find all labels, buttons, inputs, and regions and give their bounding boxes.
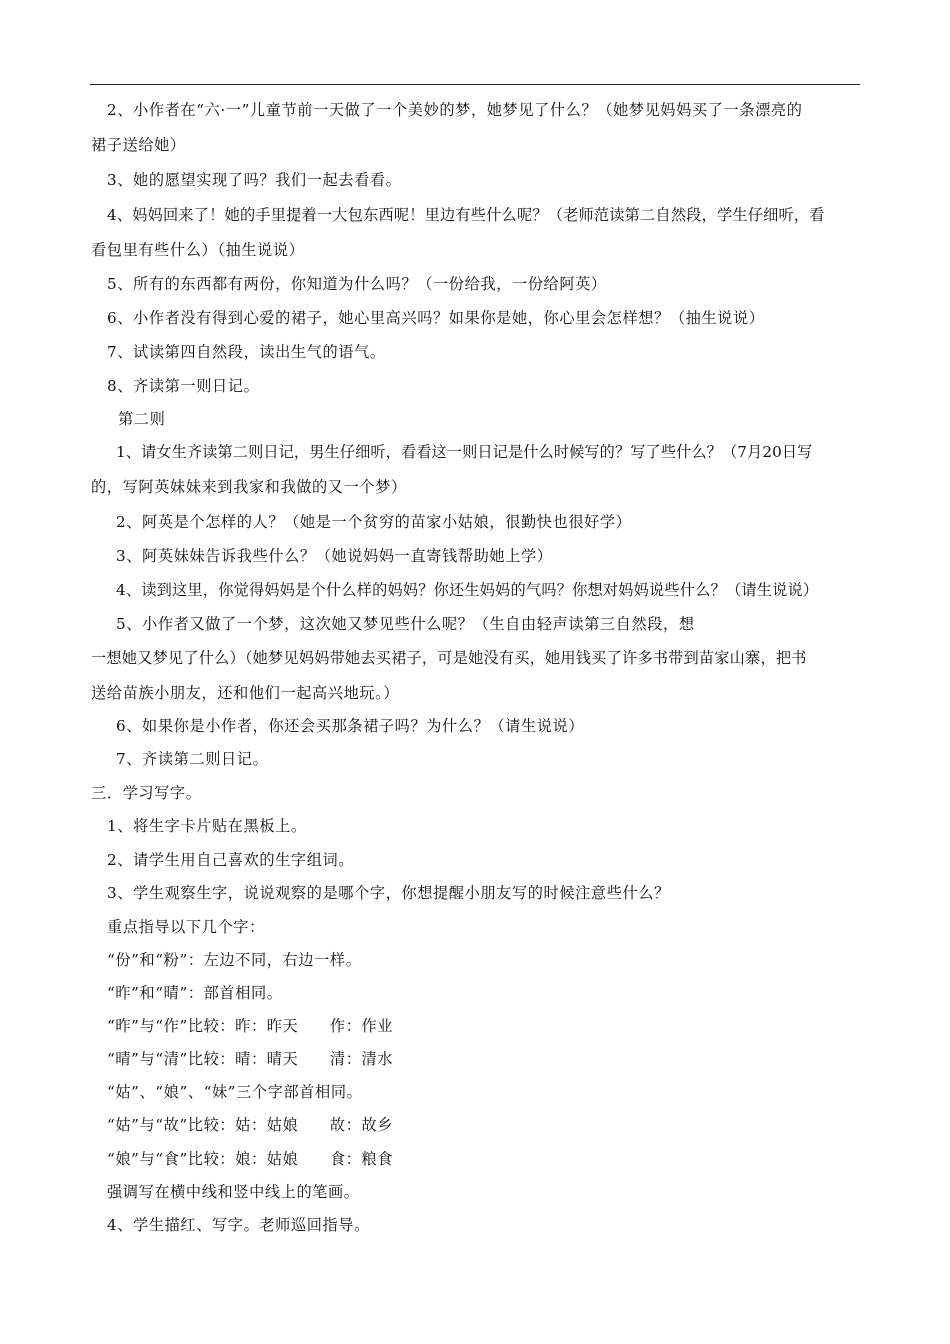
- text-line: 强调写在横中线和竖中线上的笔画。: [107, 1183, 360, 1201]
- text-line: 3、阿英妹妹告诉我些什么？（她说妈妈一直寄钱帮助她上学）: [116, 547, 553, 565]
- section-heading: 三．学习写字。: [91, 784, 202, 802]
- text-line: 4、读到这里，你觉得妈妈是个什么样的妈妈？你还生妈妈的气吗？你想对妈妈说些什么？（请生说说）: [116, 581, 819, 599]
- text-line: 一想她又梦见了什么）（她梦见妈妈带她去买裙子，可是她没有买，她用钱买了许多书带到苗家山寨，把书: [91, 649, 807, 667]
- text-line: 裙子送给她）: [91, 136, 186, 154]
- text-line: 1、请女生齐读第二则日记，男生仔细听，看看这一则日记是什么时候写的？写了些什么？（7月20日写: [116, 443, 813, 461]
- text-line: 7、试读第四自然段，读出生气的语气。: [107, 343, 386, 361]
- text-line: 2、阿英是个怎样的人？（她是一个贫穷的苗家小姑娘，很勤快也很好学）: [116, 513, 632, 531]
- text-line: 送给苗族小朋友，还和他们一起高兴地玩。）: [91, 684, 400, 702]
- text-line: 2、小作者在“六·一”儿童节前一天做了一个美妙的梦，她梦见了什么？（她梦见妈妈买了一条漂亮的: [107, 101, 803, 119]
- text-line: “姑”、“娘”、“妹”三个字部首相同。: [107, 1083, 363, 1101]
- text-line: 8、齐读第一则日记。: [107, 377, 260, 395]
- text-line: “昨”与“作”比较：昨：昨天 作：作业: [107, 1017, 394, 1035]
- text-line: 4、学生描红、写字。老师巡回指导。: [107, 1216, 370, 1234]
- text-line: 4、妈妈回来了！她的手里提着一大包东西呢！里边有些什么呢？（老师范读第二自然段，学生仔细听，看: [107, 206, 825, 224]
- text-line: “昨”和“晴”：部首相同。: [107, 984, 283, 1002]
- text-line: 6、如果你是小作者，你还会买那条裙子吗？为什么？（请生说说）: [116, 717, 585, 735]
- text-line: 看包里有些什么）（抽生说说）: [91, 241, 305, 259]
- text-line: 5、小作者又做了一个梦，这次她又梦见些什么呢？（生自由轻声读第三自然段，想: [116, 615, 695, 633]
- header-rule: [90, 84, 860, 85]
- text-line: “娘”与“食”比较：娘：姑娘 食：粮食: [107, 1150, 394, 1168]
- text-line: 3、她的愿望实现了吗？我们一起去看看。: [107, 171, 402, 189]
- text-line: 的，写阿英妹妹来到我家和我做的又一个梦）: [91, 478, 407, 496]
- text-line: “份”和“粉”：左边不同，右边一样。: [107, 951, 362, 969]
- text-line: “晴”与“清”比较：晴：晴天 清：清水: [107, 1050, 394, 1068]
- text-line: 2、请学生用自己喜欢的生字组词。: [107, 851, 355, 869]
- text-line: 1、将生字卡片贴在黑板上。: [107, 817, 307, 835]
- text-line: 7、齐读第二则日记。: [116, 750, 269, 768]
- text-line: 6、小作者没有得到心爱的裙子，她心里高兴吗？如果你是她，你心里会怎样想？（抽生说说）: [107, 309, 765, 327]
- section-heading: 第二则: [118, 410, 166, 428]
- text-line: 5、所有的东西都有两份，你知道为什么吗？（一份给我，一份给阿英）: [107, 275, 607, 293]
- text-line: 重点指导以下几个字：: [107, 918, 265, 936]
- text-line: 3、学生观察生字，说说观察的是哪个字，你想提醒小朋友写的时候注意些什么？: [107, 884, 670, 902]
- text-line: “姑”与“故”比较：姑：姑娘 故：故乡: [107, 1116, 394, 1134]
